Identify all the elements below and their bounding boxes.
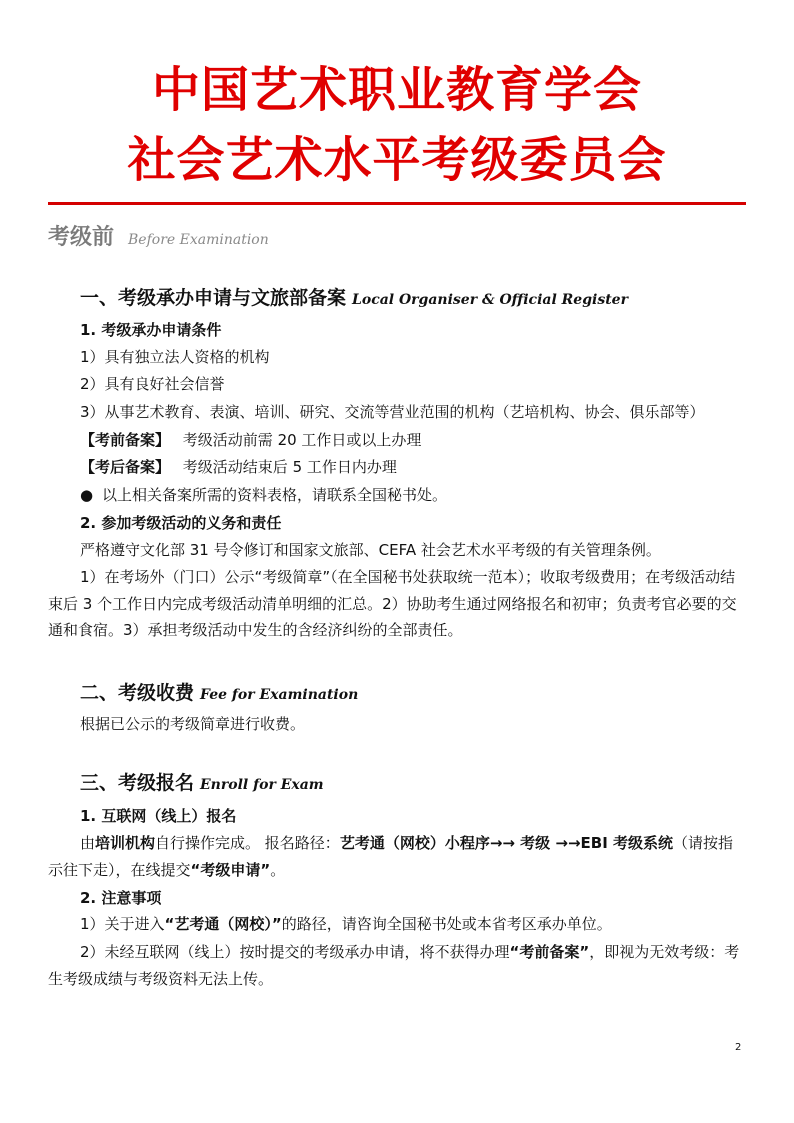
condition-1: 1）具有独立法人资格的机构 bbox=[80, 348, 270, 366]
header-title-line2: 社会艺术水平考级委员会 bbox=[127, 132, 667, 188]
bullet-item bbox=[80, 485, 748, 505]
duty-intro: 严格遵守文化部 31 号令修订和国家文旅部、CEFA 社会艺术水平考级的有关管理条例。 bbox=[80, 541, 661, 559]
section-heading-zh: 考级前 bbox=[48, 225, 115, 250]
online-text-f: “考级申请” bbox=[190, 860, 271, 879]
bullet-dot-icon: ● bbox=[80, 486, 94, 504]
part3-heading bbox=[80, 773, 748, 795]
part3-heading-zh: 三、考级报名 bbox=[80, 772, 195, 794]
note1-text-c: 的路径，请咨询全国秘书处或本省考区承办单位。 bbox=[281, 915, 612, 933]
pre-exam-label: 【考前备案】 bbox=[80, 431, 171, 449]
bullet-text: 以上相关备案所需的资料表格，请联系全国秘书处。 bbox=[102, 486, 448, 504]
part1-heading-zh: 一、考级承办申请与文旅部备案 bbox=[80, 287, 347, 309]
part1-heading-en: Local Organiser & Official Register bbox=[352, 292, 628, 308]
note2-text-a: 2）未经互联网（线上）按时提交的考级承办申请，将不获得办理 bbox=[80, 943, 510, 961]
online-text-g: 。 bbox=[270, 860, 286, 879]
page-number: 2 bbox=[735, 1042, 742, 1053]
online-text-e: （请按指示往下走），在线提交 bbox=[48, 834, 734, 879]
part3-heading-en: Enroll for Exam bbox=[200, 777, 324, 793]
header-title-line1: 中国艺术职业教育学会 bbox=[151, 62, 642, 118]
note1-text-a: 1）关于进入 bbox=[80, 915, 165, 933]
condition-3: 3）从事艺术教育、表演、培训、研究、交流等营业范围的机构（艺培机构、协会、俱乐部等） bbox=[80, 403, 705, 421]
part2-heading-en: Fee for Examination bbox=[200, 687, 359, 703]
post-exam-register bbox=[80, 457, 748, 477]
pre-exam-text: 考级活动前需 20 工作日或以上办理 bbox=[182, 431, 422, 449]
note-2 bbox=[48, 939, 748, 992]
part1-sub1: 1. 考级承办申请条件 bbox=[80, 321, 222, 339]
part2-heading-zh: 二、考级收费 bbox=[80, 682, 195, 704]
online-text-b: 培训机构 bbox=[95, 834, 156, 852]
post-exam-label: 【考后备案】 bbox=[80, 458, 171, 476]
note-1 bbox=[48, 911, 748, 938]
section-heading bbox=[48, 220, 269, 254]
note2-text-c: ，即视为无效考级：考生考级成绩与考级资料无法上传。 bbox=[48, 943, 740, 988]
duty-paragraph-text: 1）在考场外（门口）公示“考级简章”（在全国秘书处获取统一范本）；收取考级费用；在考级活动结束后 3 个工作日内完成考级活动清单明细的汇总。2）协助考生通过网络报名和初审；负责考官必要的交通和食宿。3）承担考级活动中发生的含经济纠纷的全部责任。 bbox=[48, 568, 737, 639]
post-exam-text: 考级活动结束后 5 工作日内办理 bbox=[182, 458, 397, 476]
note2-text-b: “考前备案” bbox=[509, 943, 590, 961]
pre-exam-register bbox=[80, 430, 748, 450]
condition-2: 2）具有良好社会信誉 bbox=[80, 375, 225, 393]
section-heading-en: Before Examination bbox=[128, 232, 269, 248]
part3-sub1: 1. 互联网（线上）报名 bbox=[80, 807, 237, 825]
note1-text-b: “艺考通（网校）” bbox=[164, 915, 282, 933]
part2-heading bbox=[80, 683, 748, 705]
header-divider bbox=[48, 202, 746, 205]
duty-paragraph bbox=[48, 564, 748, 644]
part1-heading bbox=[80, 288, 748, 310]
part2-text: 根据已公示的考级简章进行收费。 bbox=[80, 715, 306, 733]
part1-sub2: 2. 参加考级活动的义务和责任 bbox=[80, 514, 282, 532]
online-path: 艺考通（网校）小程序→→ 考级 →→EBI 考级系统 bbox=[339, 834, 674, 852]
part3-sub2: 2. 注意事项 bbox=[80, 889, 162, 907]
online-text-a: 由 bbox=[80, 834, 96, 852]
online-text-c: 自行操作完成。 报名路径： bbox=[155, 834, 340, 852]
online-enroll-paragraph bbox=[48, 830, 748, 883]
